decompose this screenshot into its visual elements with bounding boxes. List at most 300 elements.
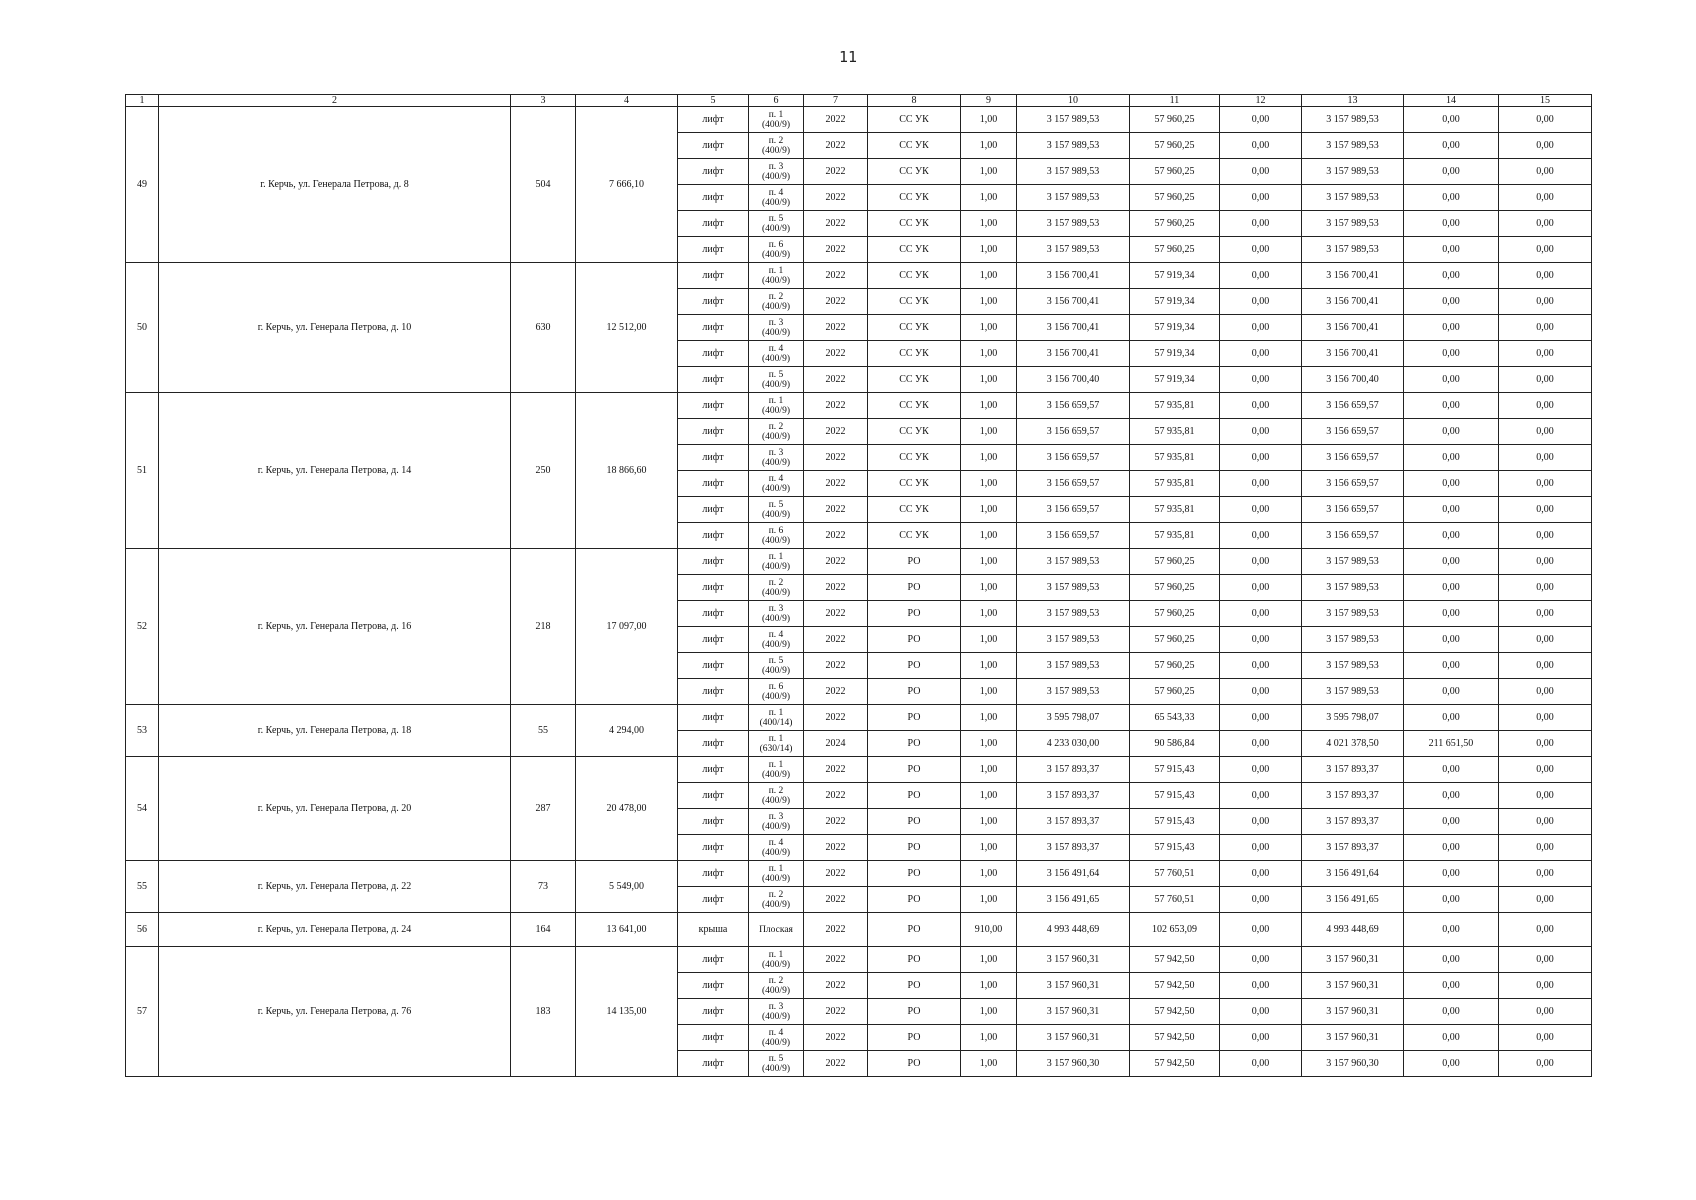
col14-cell: 0,00 bbox=[1404, 471, 1499, 497]
equipment-spec: (400/9) bbox=[762, 873, 790, 884]
quantity-cell: 1,00 bbox=[961, 497, 1017, 523]
col11-cell: 57 942,50 bbox=[1130, 947, 1220, 973]
col13-cell: 3 156 659,57 bbox=[1302, 445, 1404, 471]
organization-cell: СС УК bbox=[868, 263, 961, 289]
entrance-label: п. 3 bbox=[768, 317, 784, 328]
col13-cell: 3 157 989,53 bbox=[1302, 185, 1404, 211]
col10-cell: 3 157 989,53 bbox=[1017, 107, 1130, 133]
col12-cell: 0,00 bbox=[1220, 497, 1302, 523]
quantity-cell: 1,00 bbox=[961, 999, 1017, 1025]
entrance-cell bbox=[749, 393, 804, 419]
equipment-spec: (400/9) bbox=[762, 795, 790, 806]
equipment-spec: (400/9) bbox=[762, 1011, 790, 1022]
address-cell: г. Керчь, ул. Генерала Петрова, д. 20 bbox=[159, 757, 511, 861]
col10-cell: 3 157 989,53 bbox=[1017, 159, 1130, 185]
work-type-cell: лифт bbox=[678, 731, 749, 757]
col11-cell: 57 942,50 bbox=[1130, 973, 1220, 999]
entrance-cell bbox=[749, 601, 804, 627]
entrance-cell bbox=[749, 947, 804, 973]
col11-cell: 102 653,09 bbox=[1130, 913, 1220, 947]
col11-cell: 57 960,25 bbox=[1130, 653, 1220, 679]
entrance-cell bbox=[749, 627, 804, 653]
col13-cell: 3 157 989,53 bbox=[1302, 159, 1404, 185]
equipment-spec: (400/9) bbox=[762, 561, 790, 572]
equipment-spec: (400/9) bbox=[762, 379, 790, 390]
row-number-cell: 52 bbox=[126, 549, 159, 705]
col11-cell: 57 919,34 bbox=[1130, 289, 1220, 315]
equipment-spec: (400/9) bbox=[762, 665, 790, 676]
col4-cell: 17 097,00 bbox=[576, 549, 678, 705]
col15-cell: 0,00 bbox=[1499, 237, 1592, 263]
year-cell: 2022 bbox=[804, 237, 868, 263]
entrance-cell bbox=[749, 237, 804, 263]
organization-cell: РО bbox=[868, 999, 961, 1025]
organization-cell: РО bbox=[868, 835, 961, 861]
work-type-cell: лифт bbox=[678, 601, 749, 627]
entrance-label: п. 6 bbox=[768, 239, 784, 250]
col4-cell: 7 666,10 bbox=[576, 107, 678, 263]
organization-cell: РО bbox=[868, 913, 961, 947]
col10-cell: 3 156 700,41 bbox=[1017, 289, 1130, 315]
col15-cell: 0,00 bbox=[1499, 523, 1592, 549]
organization-cell: СС УК bbox=[868, 237, 961, 263]
year-cell: 2022 bbox=[804, 523, 868, 549]
col11-cell: 57 919,34 bbox=[1130, 263, 1220, 289]
column-header: 1 bbox=[126, 95, 159, 107]
equipment-spec: (400/9) bbox=[762, 327, 790, 338]
col12-cell: 0,00 bbox=[1220, 237, 1302, 263]
col11-cell: 57 935,81 bbox=[1130, 393, 1220, 419]
address-cell: г. Керчь, ул. Генерала Петрова, д. 24 bbox=[159, 913, 511, 947]
col14-cell: 0,00 bbox=[1404, 159, 1499, 185]
entrance-label: п. 2 bbox=[768, 577, 784, 588]
col15-cell: 0,00 bbox=[1499, 107, 1592, 133]
organization-cell: РО bbox=[868, 731, 961, 757]
year-cell: 2022 bbox=[804, 679, 868, 705]
col14-cell: 0,00 bbox=[1404, 445, 1499, 471]
organization-cell: РО bbox=[868, 679, 961, 705]
entrance-label: п. 5 bbox=[768, 213, 784, 224]
quantity-cell: 1,00 bbox=[961, 627, 1017, 653]
entrance-label: п. 5 bbox=[768, 499, 784, 510]
quantity-cell: 1,00 bbox=[961, 263, 1017, 289]
col10-cell: 3 156 659,57 bbox=[1017, 471, 1130, 497]
entrance-label: п. 4 bbox=[768, 1027, 784, 1038]
col11-cell: 57 960,25 bbox=[1130, 575, 1220, 601]
quantity-cell: 1,00 bbox=[961, 211, 1017, 237]
work-type-cell: крыша bbox=[678, 913, 749, 947]
col15-cell: 0,00 bbox=[1499, 549, 1592, 575]
col15-cell: 0,00 bbox=[1499, 263, 1592, 289]
year-cell: 2022 bbox=[804, 159, 868, 185]
col15-cell: 0,00 bbox=[1499, 705, 1592, 731]
col13-cell: 3 156 700,41 bbox=[1302, 289, 1404, 315]
equipment-spec: (400/9) bbox=[762, 821, 790, 832]
entrance-label: п. 3 bbox=[768, 447, 784, 458]
equipment-spec: (400/9) bbox=[762, 119, 790, 130]
col12-cell: 0,00 bbox=[1220, 999, 1302, 1025]
col13-cell: 3 157 989,53 bbox=[1302, 133, 1404, 159]
col15-cell: 0,00 bbox=[1499, 133, 1592, 159]
quantity-cell: 1,00 bbox=[961, 107, 1017, 133]
col12-cell: 0,00 bbox=[1220, 783, 1302, 809]
column-header: 2 bbox=[159, 95, 511, 107]
col15-cell: 0,00 bbox=[1499, 289, 1592, 315]
year-cell: 2022 bbox=[804, 575, 868, 601]
col10-cell: 3 157 989,53 bbox=[1017, 679, 1130, 705]
col12-cell: 0,00 bbox=[1220, 1051, 1302, 1077]
organization-cell: РО bbox=[868, 783, 961, 809]
col12-cell: 0,00 bbox=[1220, 601, 1302, 627]
entrance-label: п. 1 bbox=[768, 759, 784, 770]
quantity-cell: 1,00 bbox=[961, 947, 1017, 973]
entrance-cell bbox=[749, 835, 804, 861]
col11-cell: 57 915,43 bbox=[1130, 835, 1220, 861]
year-cell: 2022 bbox=[804, 289, 868, 315]
col10-cell: 3 157 989,53 bbox=[1017, 549, 1130, 575]
row-number-cell: 50 bbox=[126, 263, 159, 393]
col12-cell: 0,00 bbox=[1220, 627, 1302, 653]
col11-cell: 57 935,81 bbox=[1130, 471, 1220, 497]
col13-cell: 3 156 700,41 bbox=[1302, 341, 1404, 367]
col12-cell: 0,00 bbox=[1220, 523, 1302, 549]
capital-repair-table bbox=[125, 94, 1592, 1077]
col11-cell: 57 960,25 bbox=[1130, 549, 1220, 575]
col13-cell: 3 157 960,31 bbox=[1302, 999, 1404, 1025]
entrance-label: п. 2 bbox=[768, 889, 784, 900]
entrance-cell bbox=[749, 497, 804, 523]
year-cell: 2022 bbox=[804, 1025, 868, 1051]
work-type-cell: лифт bbox=[678, 887, 749, 913]
organization-cell: СС УК bbox=[868, 393, 961, 419]
work-type-cell: лифт bbox=[678, 419, 749, 445]
col10-cell: 3 156 700,41 bbox=[1017, 341, 1130, 367]
col12-cell: 0,00 bbox=[1220, 185, 1302, 211]
col11-cell: 57 915,43 bbox=[1130, 757, 1220, 783]
row-number-cell: 56 bbox=[126, 913, 159, 947]
col13-cell: 3 157 893,37 bbox=[1302, 835, 1404, 861]
col13-cell: 3 157 989,53 bbox=[1302, 211, 1404, 237]
col10-cell: 3 157 960,31 bbox=[1017, 973, 1130, 999]
col12-cell: 0,00 bbox=[1220, 973, 1302, 999]
col10-cell: 3 156 659,57 bbox=[1017, 393, 1130, 419]
organization-cell: РО bbox=[868, 575, 961, 601]
quantity-cell: 1,00 bbox=[961, 159, 1017, 185]
col13-cell: 3 157 989,53 bbox=[1302, 549, 1404, 575]
column-header: 6 bbox=[749, 95, 804, 107]
col15-cell: 0,00 bbox=[1499, 497, 1592, 523]
col13-cell: 3 157 989,53 bbox=[1302, 237, 1404, 263]
col11-cell: 90 586,84 bbox=[1130, 731, 1220, 757]
col10-cell: 3 157 989,53 bbox=[1017, 211, 1130, 237]
equipment-spec: (400/9) bbox=[762, 431, 790, 442]
col4-cell: 14 135,00 bbox=[576, 947, 678, 1077]
col11-cell: 57 942,50 bbox=[1130, 1051, 1220, 1077]
entrance-cell bbox=[749, 341, 804, 367]
col14-cell: 0,00 bbox=[1404, 835, 1499, 861]
col13-cell: 3 156 491,65 bbox=[1302, 887, 1404, 913]
entrance-cell bbox=[749, 809, 804, 835]
quantity-cell: 1,00 bbox=[961, 1051, 1017, 1077]
col12-cell: 0,00 bbox=[1220, 731, 1302, 757]
table-row bbox=[126, 861, 1592, 887]
quantity-cell: 1,00 bbox=[961, 973, 1017, 999]
col11-cell: 57 960,25 bbox=[1130, 601, 1220, 627]
entrance-label: п. 1 bbox=[768, 707, 784, 718]
equipment-spec: (400/9) bbox=[762, 275, 790, 286]
column-header: 12 bbox=[1220, 95, 1302, 107]
col15-cell: 0,00 bbox=[1499, 341, 1592, 367]
work-type-cell: лифт bbox=[678, 107, 749, 133]
entrance-cell bbox=[749, 757, 804, 783]
equipment-spec: (400/9) bbox=[762, 613, 790, 624]
col3-cell: 164 bbox=[511, 913, 576, 947]
col14-cell: 0,00 bbox=[1404, 913, 1499, 947]
table-row bbox=[126, 947, 1592, 973]
entrance-label: п. 2 bbox=[768, 785, 784, 796]
work-type-cell: лифт bbox=[678, 133, 749, 159]
year-cell: 2022 bbox=[804, 809, 868, 835]
col15-cell: 0,00 bbox=[1499, 315, 1592, 341]
col13-cell: 3 157 989,53 bbox=[1302, 575, 1404, 601]
col15-cell: 0,00 bbox=[1499, 809, 1592, 835]
quantity-cell: 1,00 bbox=[961, 393, 1017, 419]
col15-cell: 0,00 bbox=[1499, 367, 1592, 393]
col14-cell: 0,00 bbox=[1404, 523, 1499, 549]
col14-cell: 0,00 bbox=[1404, 575, 1499, 601]
col15-cell: 0,00 bbox=[1499, 393, 1592, 419]
col14-cell: 0,00 bbox=[1404, 185, 1499, 211]
year-cell: 2022 bbox=[804, 315, 868, 341]
col13-cell: 3 595 798,07 bbox=[1302, 705, 1404, 731]
equipment-spec: (400/14) bbox=[759, 717, 793, 728]
quantity-cell: 1,00 bbox=[961, 679, 1017, 705]
organization-cell: РО bbox=[868, 973, 961, 999]
work-type-cell: лифт bbox=[678, 705, 749, 731]
work-type-cell: лифт bbox=[678, 653, 749, 679]
col13-cell: 4 993 448,69 bbox=[1302, 913, 1404, 947]
work-type-cell: лифт bbox=[678, 783, 749, 809]
entrance-cell bbox=[749, 549, 804, 575]
organization-cell: СС УК bbox=[868, 159, 961, 185]
work-type-cell: лифт bbox=[678, 809, 749, 835]
col11-cell: 57 960,25 bbox=[1130, 159, 1220, 185]
col10-cell: 3 157 960,31 bbox=[1017, 999, 1130, 1025]
equipment-spec: (400/9) bbox=[762, 769, 790, 780]
col10-cell: 4 233 030,00 bbox=[1017, 731, 1130, 757]
col13-cell: 3 156 700,40 bbox=[1302, 367, 1404, 393]
entrance-label: п. 1 bbox=[768, 265, 784, 276]
year-cell: 2022 bbox=[804, 627, 868, 653]
col10-cell: 3 157 989,53 bbox=[1017, 601, 1130, 627]
col15-cell: 0,00 bbox=[1499, 471, 1592, 497]
col13-cell: 3 157 989,53 bbox=[1302, 679, 1404, 705]
year-cell: 2022 bbox=[804, 601, 868, 627]
col14-cell: 0,00 bbox=[1404, 1025, 1499, 1051]
col11-cell: 57 760,51 bbox=[1130, 861, 1220, 887]
col14-cell: 0,00 bbox=[1404, 861, 1499, 887]
col15-cell: 0,00 bbox=[1499, 731, 1592, 757]
work-type-cell: лифт bbox=[678, 947, 749, 973]
entrance-label: п. 5 bbox=[768, 1053, 784, 1064]
quantity-cell: 1,00 bbox=[961, 731, 1017, 757]
col15-cell: 0,00 bbox=[1499, 575, 1592, 601]
col10-cell: 4 993 448,69 bbox=[1017, 913, 1130, 947]
col14-cell: 0,00 bbox=[1404, 237, 1499, 263]
column-header: 5 bbox=[678, 95, 749, 107]
col14-cell: 0,00 bbox=[1404, 419, 1499, 445]
col14-cell: 0,00 bbox=[1404, 133, 1499, 159]
col10-cell: 3 157 960,31 bbox=[1017, 1025, 1130, 1051]
col3-cell: 73 bbox=[511, 861, 576, 913]
entrance-label: п. 5 bbox=[768, 655, 784, 666]
col10-cell: 3 157 893,37 bbox=[1017, 783, 1130, 809]
organization-cell: РО bbox=[868, 1025, 961, 1051]
col13-cell: 3 156 700,41 bbox=[1302, 263, 1404, 289]
table-row bbox=[126, 549, 1592, 575]
entrance-cell bbox=[749, 185, 804, 211]
col10-cell: 3 595 798,07 bbox=[1017, 705, 1130, 731]
quantity-cell: 1,00 bbox=[961, 1025, 1017, 1051]
col12-cell: 0,00 bbox=[1220, 705, 1302, 731]
quantity-cell: 1,00 bbox=[961, 237, 1017, 263]
work-type-cell: лифт bbox=[678, 861, 749, 887]
col14-cell: 0,00 bbox=[1404, 653, 1499, 679]
col15-cell: 0,00 bbox=[1499, 601, 1592, 627]
col3-cell: 55 bbox=[511, 705, 576, 757]
col14-cell: 211 651,50 bbox=[1404, 731, 1499, 757]
col15-cell: 0,00 bbox=[1499, 887, 1592, 913]
col12-cell: 0,00 bbox=[1220, 757, 1302, 783]
year-cell: 2022 bbox=[804, 887, 868, 913]
col3-cell: 287 bbox=[511, 757, 576, 861]
col11-cell: 65 543,33 bbox=[1130, 705, 1220, 731]
col14-cell: 0,00 bbox=[1404, 679, 1499, 705]
quantity-cell: 1,00 bbox=[961, 757, 1017, 783]
organization-cell: СС УК bbox=[868, 211, 961, 237]
col12-cell: 0,00 bbox=[1220, 471, 1302, 497]
column-header: 11 bbox=[1130, 95, 1220, 107]
entrance-cell bbox=[749, 887, 804, 913]
col10-cell: 3 156 659,57 bbox=[1017, 497, 1130, 523]
equipment-spec: (400/9) bbox=[762, 353, 790, 364]
col12-cell: 0,00 bbox=[1220, 263, 1302, 289]
col12-cell: 0,00 bbox=[1220, 861, 1302, 887]
row-number-cell: 54 bbox=[126, 757, 159, 861]
col12-cell: 0,00 bbox=[1220, 679, 1302, 705]
col15-cell: 0,00 bbox=[1499, 185, 1592, 211]
entrance-label: п. 1 bbox=[768, 551, 784, 562]
col15-cell: 0,00 bbox=[1499, 783, 1592, 809]
organization-cell: РО bbox=[868, 757, 961, 783]
col13-cell: 3 157 893,37 bbox=[1302, 757, 1404, 783]
equipment-spec: (400/9) bbox=[762, 959, 790, 970]
col14-cell: 0,00 bbox=[1404, 549, 1499, 575]
entrance-label: п. 1 bbox=[768, 863, 784, 874]
work-type-cell: лифт bbox=[678, 497, 749, 523]
col15-cell: 0,00 bbox=[1499, 999, 1592, 1025]
col11-cell: 57 960,25 bbox=[1130, 107, 1220, 133]
organization-cell: СС УК bbox=[868, 289, 961, 315]
quantity-cell: 1,00 bbox=[961, 289, 1017, 315]
col12-cell: 0,00 bbox=[1220, 887, 1302, 913]
column-number-header-row bbox=[126, 95, 1592, 107]
col14-cell: 0,00 bbox=[1404, 757, 1499, 783]
entrance-label: п. 4 bbox=[768, 473, 784, 484]
col13-cell: 3 156 659,57 bbox=[1302, 419, 1404, 445]
quantity-cell: 1,00 bbox=[961, 341, 1017, 367]
col14-cell: 0,00 bbox=[1404, 809, 1499, 835]
quantity-cell: 1,00 bbox=[961, 549, 1017, 575]
work-type-cell: лифт bbox=[678, 1051, 749, 1077]
entrance-label: п. 4 bbox=[768, 187, 784, 198]
table-row bbox=[126, 757, 1592, 783]
col4-cell: 5 549,00 bbox=[576, 861, 678, 913]
quantity-cell: 1,00 bbox=[961, 419, 1017, 445]
entrance-label: п. 2 bbox=[768, 135, 784, 146]
equipment-spec: (400/9) bbox=[762, 457, 790, 468]
col12-cell: 0,00 bbox=[1220, 549, 1302, 575]
col14-cell: 0,00 bbox=[1404, 497, 1499, 523]
col15-cell: 0,00 bbox=[1499, 1051, 1592, 1077]
col12-cell: 0,00 bbox=[1220, 835, 1302, 861]
col12-cell: 0,00 bbox=[1220, 393, 1302, 419]
year-cell: 2022 bbox=[804, 107, 868, 133]
quantity-cell: 1,00 bbox=[961, 185, 1017, 211]
quantity-cell: 1,00 bbox=[961, 653, 1017, 679]
year-cell: 2022 bbox=[804, 341, 868, 367]
organization-cell: СС УК bbox=[868, 367, 961, 393]
col14-cell: 0,00 bbox=[1404, 107, 1499, 133]
organization-cell: СС УК bbox=[868, 497, 961, 523]
col10-cell: 3 157 960,30 bbox=[1017, 1051, 1130, 1077]
col13-cell: 3 156 659,57 bbox=[1302, 523, 1404, 549]
col3-cell: 183 bbox=[511, 947, 576, 1077]
equipment-spec: (400/9) bbox=[762, 639, 790, 650]
col10-cell: 3 157 893,37 bbox=[1017, 809, 1130, 835]
entrance-cell bbox=[749, 107, 804, 133]
equipment-spec: (630/14) bbox=[759, 743, 793, 754]
entrance-label: п. 3 bbox=[768, 1001, 784, 1012]
col13-cell: 3 156 659,57 bbox=[1302, 497, 1404, 523]
col12-cell: 0,00 bbox=[1220, 913, 1302, 947]
address-cell: г. Керчь, ул. Генерала Петрова, д. 10 bbox=[159, 263, 511, 393]
col11-cell: 57 919,34 bbox=[1130, 315, 1220, 341]
col15-cell: 0,00 bbox=[1499, 419, 1592, 445]
entrance-cell bbox=[749, 861, 804, 887]
column-header: 13 bbox=[1302, 95, 1404, 107]
row-number-cell: 55 bbox=[126, 861, 159, 913]
col11-cell: 57 935,81 bbox=[1130, 523, 1220, 549]
equipment-spec: (400/9) bbox=[762, 587, 790, 598]
quantity-cell: 1,00 bbox=[961, 133, 1017, 159]
col10-cell: 3 156 700,41 bbox=[1017, 263, 1130, 289]
col15-cell: 0,00 bbox=[1499, 947, 1592, 973]
col12-cell: 0,00 bbox=[1220, 809, 1302, 835]
work-type-cell: лифт bbox=[678, 471, 749, 497]
year-cell: 2022 bbox=[804, 913, 868, 947]
year-cell: 2022 bbox=[804, 999, 868, 1025]
col4-cell: 12 512,00 bbox=[576, 263, 678, 393]
col11-cell: 57 919,34 bbox=[1130, 341, 1220, 367]
work-type-cell: лифт bbox=[678, 627, 749, 653]
col13-cell: 3 157 960,31 bbox=[1302, 1025, 1404, 1051]
entrance-label: п. 1 bbox=[768, 733, 784, 744]
col13-cell: 3 157 989,53 bbox=[1302, 107, 1404, 133]
entrance-cell bbox=[749, 1051, 804, 1077]
year-cell: 2022 bbox=[804, 393, 868, 419]
equipment-spec: (400/9) bbox=[762, 483, 790, 494]
